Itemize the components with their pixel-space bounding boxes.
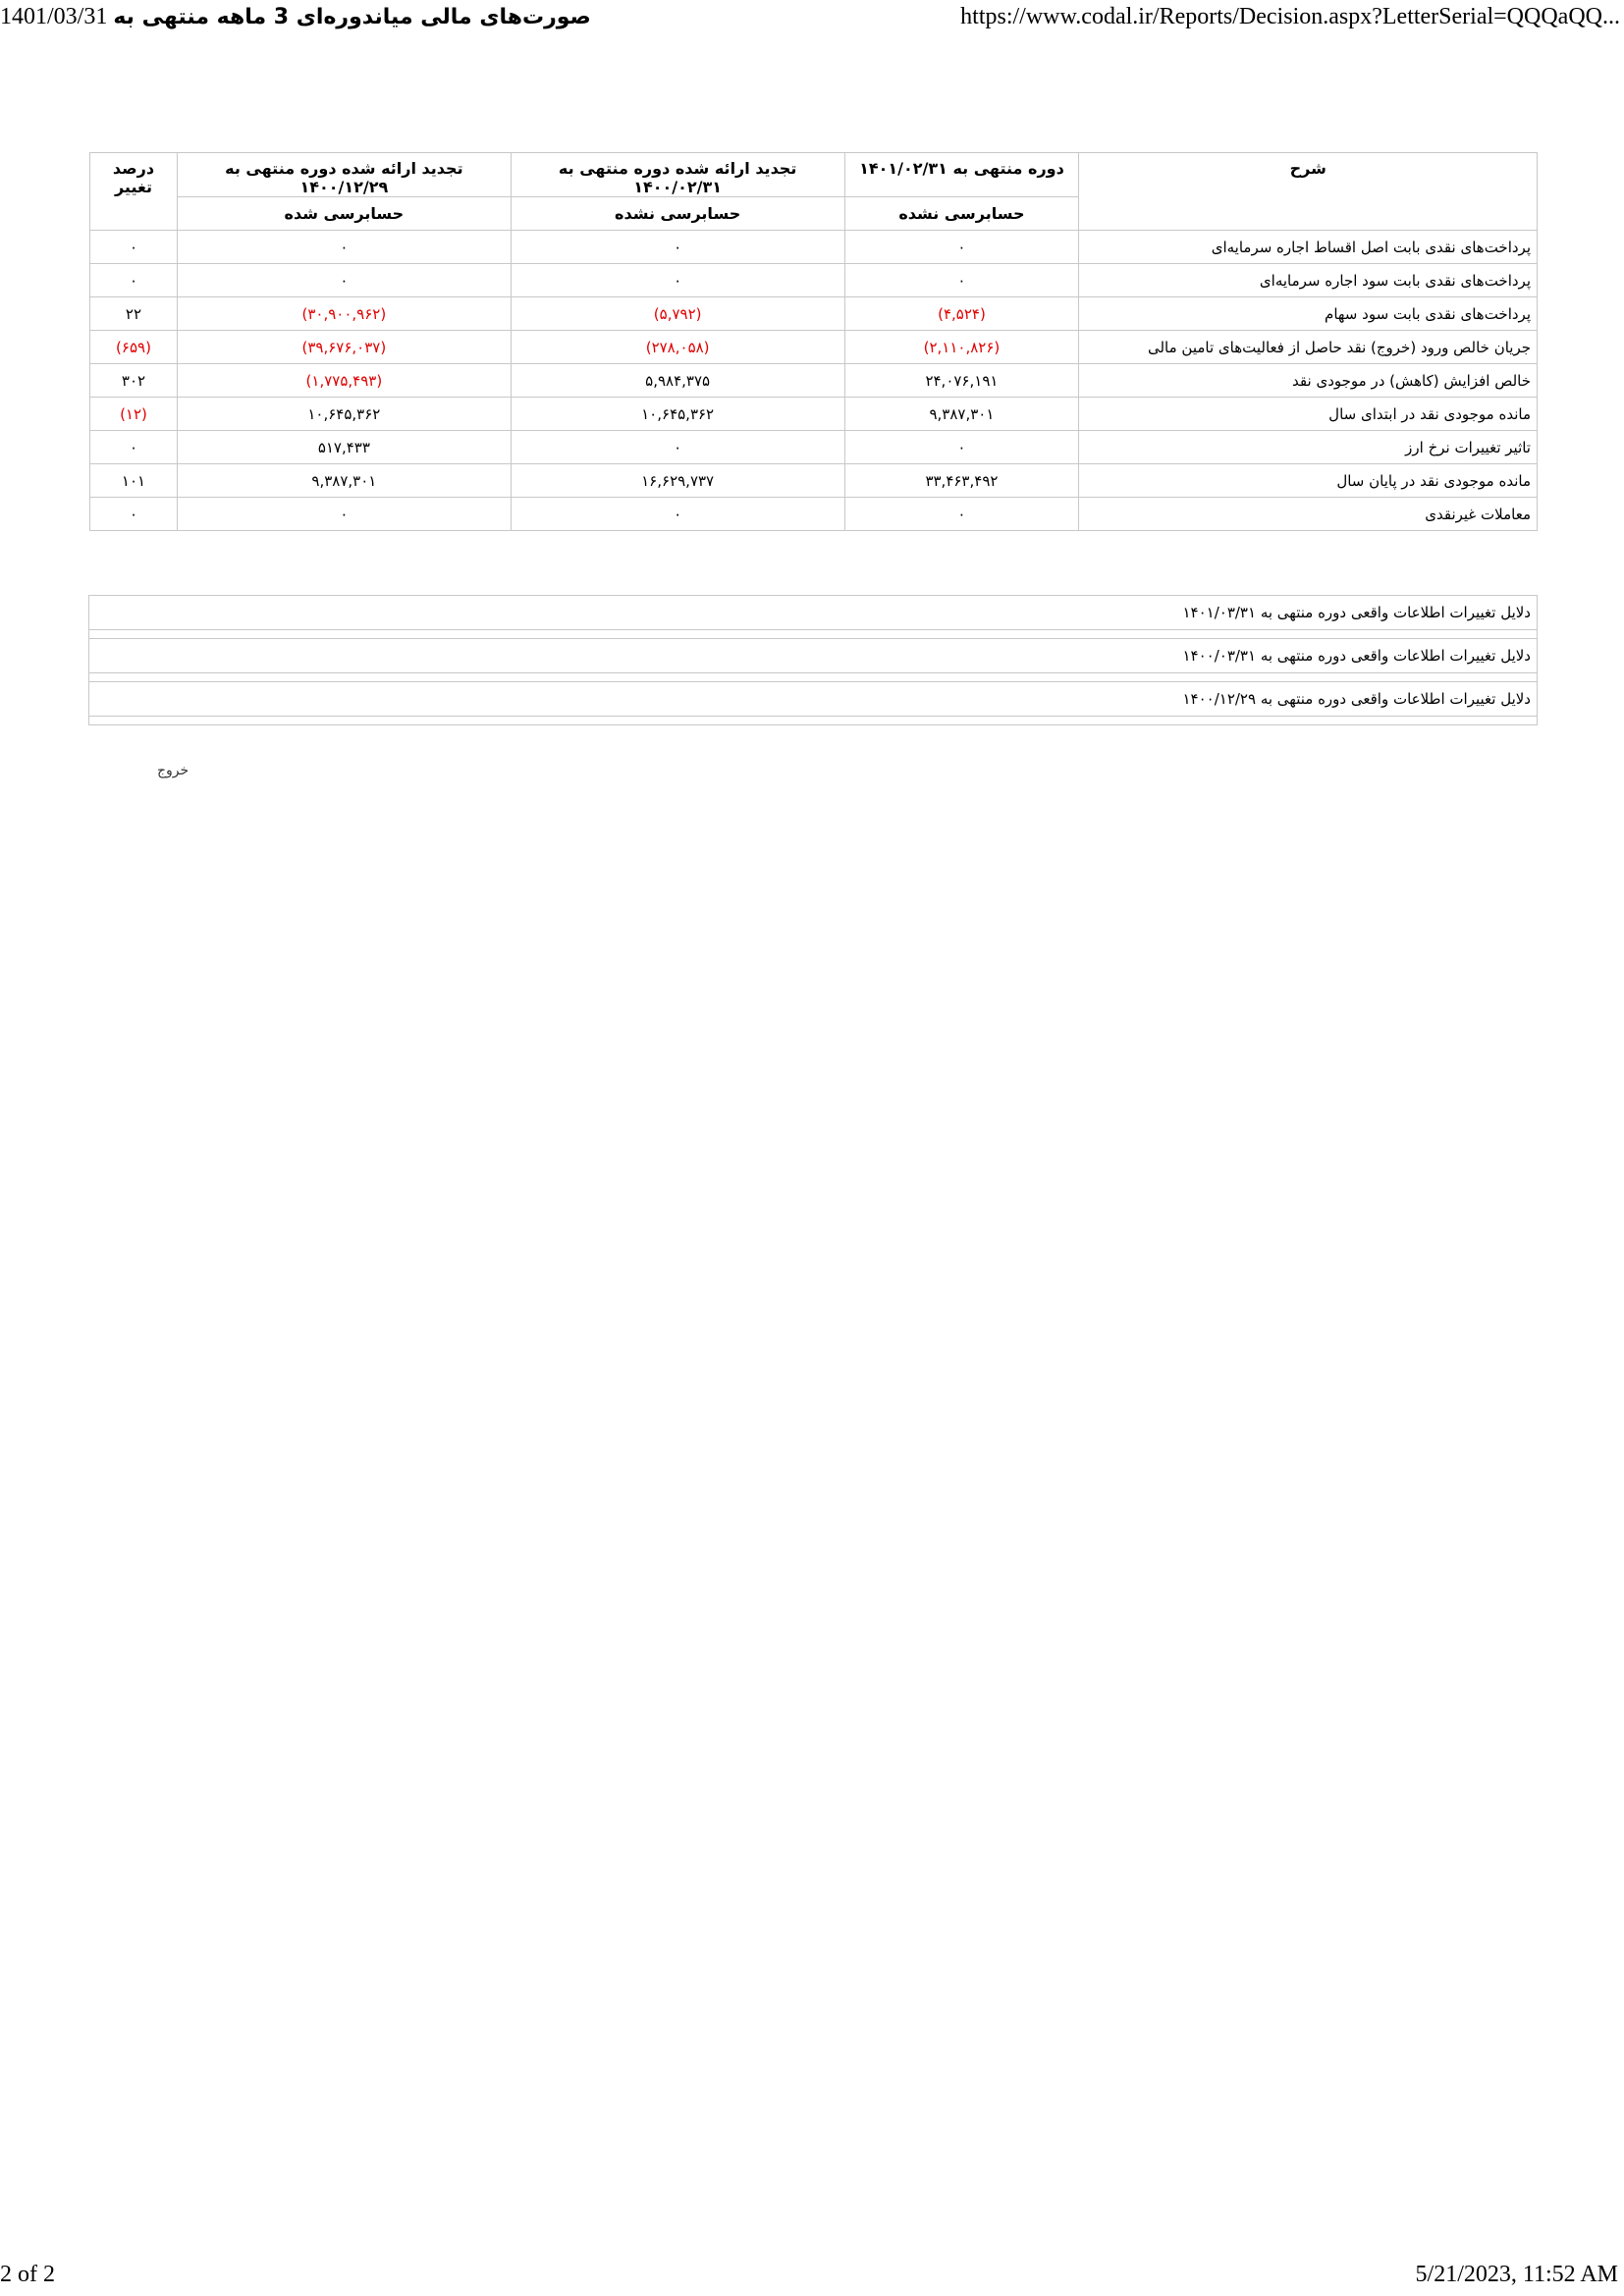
table-row xyxy=(90,431,1538,464)
change-reason-row: دلایل تغییرات اطلاعات واقعی دوره منتهی به ۱۴۰۱/۰۳/۳۱ xyxy=(89,596,1537,630)
table-body xyxy=(90,231,1538,531)
cell-value: ۱۰,۶۴۵,۳۶۲ xyxy=(177,398,511,431)
header-change-percent: درصد تغییر xyxy=(90,153,178,231)
row-desc: تاثیر تغییرات نرخ ارز xyxy=(1079,431,1538,464)
cell-value: ۲۲ xyxy=(90,297,178,331)
cash-flow-table xyxy=(89,152,1538,531)
cell-value: ۰ xyxy=(90,498,178,531)
cell-value: ۰ xyxy=(177,231,511,264)
cell-value: ۱۰,۶۴۵,۳۶۲ xyxy=(511,398,844,431)
cell-value: ۳۰۲ xyxy=(90,364,178,398)
cell-value: ۰ xyxy=(511,264,844,297)
row-desc: پرداخت‌های نقدی بابت سود سهام xyxy=(1079,297,1538,331)
table-row xyxy=(90,498,1538,531)
header-period-current: دوره منتهی به ۱۴۰۱/۰۲/۳۱ xyxy=(844,153,1079,197)
cell-value: ۰ xyxy=(90,264,178,297)
row-desc: مانده موجودی نقد در ابتدای سال xyxy=(1079,398,1538,431)
cell-value: ۰ xyxy=(844,498,1079,531)
cell-value: (۴,۵۲۴) xyxy=(844,297,1079,331)
row-desc: معاملات غیرنقدی xyxy=(1079,498,1538,531)
header-period-restated-2: تجدید ارائه شده دوره منتهی به ۱۴۰۰/۱۲/۲۹ xyxy=(177,153,511,197)
table-row xyxy=(90,264,1538,297)
header-period-restated-1: تجدید ارائه شده دوره منتهی به ۱۴۰۰/۰۲/۳۱ xyxy=(511,153,844,197)
cell-value: ۹,۳۸۷,۳۰۱ xyxy=(177,464,511,498)
header-status-restated-2: حسابرسی شده xyxy=(177,197,511,231)
change-reason-row: دلایل تغییرات اطلاعات واقعی دوره منتهی به ۱۴۰۰/۰۳/۳۱ xyxy=(89,639,1537,673)
cell-value: ۱۶,۶۲۹,۷۳۷ xyxy=(511,464,844,498)
cell-value: (۱۲) xyxy=(90,398,178,431)
row-desc: پرداخت‌های نقدی بابت اصل اقساط اجاره سرمایه‌ای xyxy=(1079,231,1538,264)
change-reason-content xyxy=(89,630,1537,639)
header-status-restated-1: حسابرسی نشده xyxy=(511,197,844,231)
table-row xyxy=(90,297,1538,331)
table-row xyxy=(90,231,1538,264)
change-reason-row: دلایل تغییرات اطلاعات واقعی دوره منتهی به ۱۴۰۰/۱۲/۲۹ xyxy=(89,682,1537,717)
print-header-date: 1401/03/31 xyxy=(0,4,108,29)
cell-value: ۰ xyxy=(844,431,1079,464)
report-title: صورت‌های مالی میاندوره‌ای 3 ماهه منتهی به xyxy=(113,5,591,29)
cell-value: ۰ xyxy=(90,431,178,464)
cell-value: (۱,۷۷۵,۴۹۳) xyxy=(177,364,511,398)
cell-value: ۵,۹۸۴,۳۷۵ xyxy=(511,364,844,398)
print-footer-datetime: 5/21/2023, 11:52 AM xyxy=(1415,2262,1618,2287)
cell-value: ۰ xyxy=(511,431,844,464)
change-reasons-box xyxy=(88,595,1538,725)
print-header-url: https://www.codal.ir/Reports/Decision.aspx?LetterSerial=QQQaQQ... xyxy=(960,4,1620,29)
cell-value: ۳۳,۴۶۳,۴۹۲ xyxy=(844,464,1079,498)
cell-value: (۳۰,۹۰۰,۹۶۲) xyxy=(177,297,511,331)
cell-value: ۰ xyxy=(844,231,1079,264)
row-desc: جریان خالص ورود (خروج) نقد حاصل از فعالیت‌های تامین مالی xyxy=(1079,331,1538,364)
table-row xyxy=(90,464,1538,498)
cell-value: ۵۱۷,۴۳۳ xyxy=(177,431,511,464)
header-status-current: حسابرسی نشده xyxy=(844,197,1079,231)
cell-value: ۰ xyxy=(177,498,511,531)
header-desc: شرح xyxy=(1079,153,1538,231)
cell-value: (۶۵۹) xyxy=(90,331,178,364)
cell-value: ۰ xyxy=(177,264,511,297)
table-row xyxy=(90,398,1538,431)
cell-value: (۲۷۸,۰۵۸) xyxy=(511,331,844,364)
row-desc: پرداخت‌های نقدی بابت سود اجاره سرمایه‌ای xyxy=(1079,264,1538,297)
cell-value: ۹,۳۸۷,۳۰۱ xyxy=(844,398,1079,431)
cell-value: ۰ xyxy=(844,264,1079,297)
cell-value: ۰ xyxy=(511,231,844,264)
cell-value: ۱۰۱ xyxy=(90,464,178,498)
cell-value: ۰ xyxy=(90,231,178,264)
change-reason-content xyxy=(89,717,1537,724)
print-footer-page: 2 of 2 xyxy=(0,2262,55,2287)
cell-value: (۲,۱۱۰,۸۲۶) xyxy=(844,331,1079,364)
row-desc: مانده موجودی نقد در پایان سال xyxy=(1079,464,1538,498)
cell-value: (۵,۷۹۲) xyxy=(511,297,844,331)
exit-link[interactable]: خروج xyxy=(157,763,189,778)
cell-value: ۰ xyxy=(511,498,844,531)
cell-value: ۲۴,۰۷۶,۱۹۱ xyxy=(844,364,1079,398)
row-desc: خالص افزایش (کاهش) در موجودی نقد xyxy=(1079,364,1538,398)
change-reason-content xyxy=(89,673,1537,682)
table-row xyxy=(90,364,1538,398)
print-header-title xyxy=(0,4,591,30)
cell-value: (۳۹,۶۷۶,۰۳۷) xyxy=(177,331,511,364)
table-row xyxy=(90,331,1538,364)
